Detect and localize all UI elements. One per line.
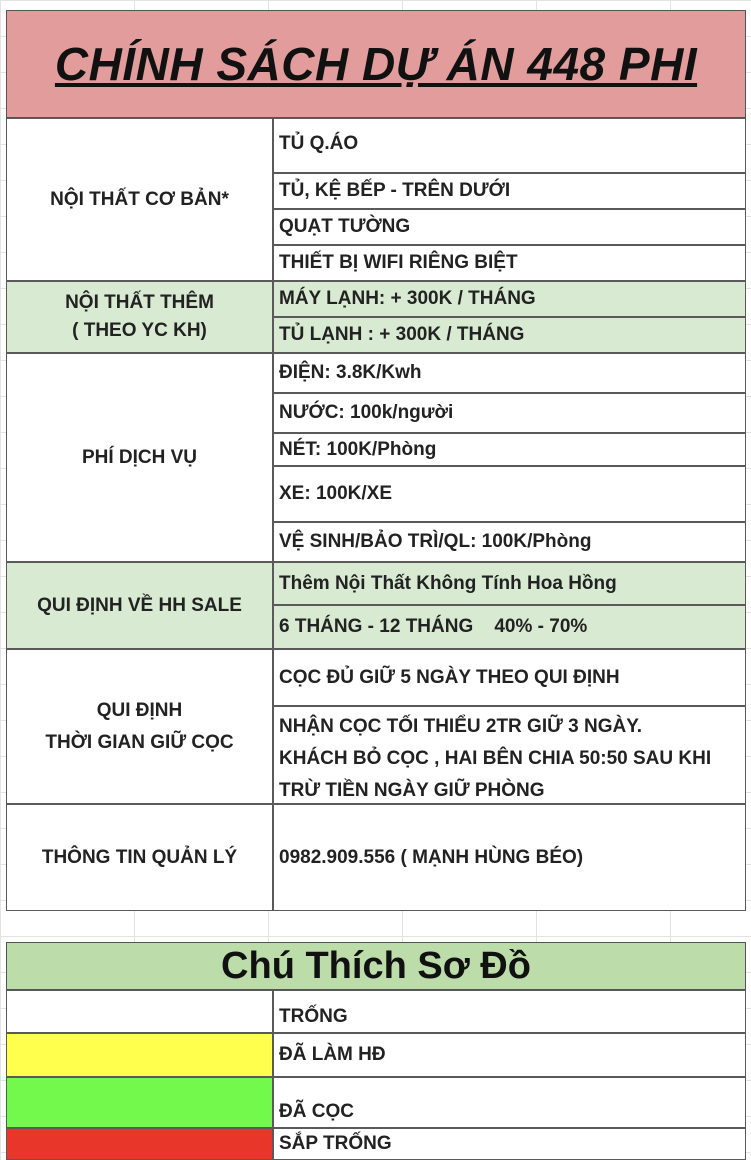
- title-banner: [6, 10, 746, 118]
- deposit-policy-item: CỌC ĐỦ GIỮ 5 NGÀY THEO QUI ĐỊNH: [273, 649, 746, 706]
- extra-furniture-label-line2: ( THEO YC KH): [72, 320, 207, 341]
- manager-info-label-text: THÔNG TIN QUẢN LÝ: [41, 846, 238, 868]
- basic-furniture-item: TỦ Q.ÁO: [273, 118, 746, 173]
- deposit-policy-line: KHÁCH BỎ CỌC , HAI BÊN CHIA 50:50 SAU KHI: [279, 748, 712, 769]
- basic-furniture-item: QUẠT TƯỜNG: [273, 209, 746, 245]
- sales-commission-item: 6 THÁNG - 12 THÁNG 40% - 70%: [273, 605, 746, 649]
- legend-swatch-contracted: [6, 1033, 273, 1077]
- legend-label-contracted: ĐÃ LÀM HĐ: [273, 1033, 746, 1077]
- extra-furniture-item: MÁY LẠNH: + 300K / THÁNG: [273, 281, 746, 317]
- legend-label-empty: TRỐNG: [273, 990, 746, 1033]
- extra-furniture-item: TỦ LẠNH : + 300K / THÁNG: [273, 317, 746, 353]
- deposit-policy-line: TRỪ TIỀN NGÀY GIỮ PHÒNG: [279, 780, 545, 801]
- service-fee-item: NƯỚC: 100k/người: [273, 393, 746, 433]
- service-fee-item: NÉT: 100K/Phòng: [273, 433, 746, 466]
- service-fees-label-text: PHÍ DỊCH VỤ: [81, 446, 198, 468]
- sales-commission-label: [6, 562, 273, 649]
- sales-commission-label-text: QUI ĐỊNH VỀ HH SALE: [37, 594, 242, 616]
- legend-title: Chú Thích Sơ Đồ: [221, 944, 531, 987]
- manager-phone: 0982.909.556 ( MẠNH HÙNG BÉO): [273, 804, 746, 911]
- deposit-policy-label: [6, 649, 273, 804]
- manager-info-label: [6, 804, 273, 911]
- page-title: CHÍNH SÁCH DỰ ÁN 448 PHI: [54, 38, 698, 90]
- legend-title-banner: [6, 942, 746, 990]
- legend-label-soon-vacant: SẮP TRỐNG: [273, 1128, 746, 1160]
- legend-swatch-empty: [6, 990, 273, 1033]
- legend-swatch-soon-vacant: [6, 1128, 273, 1160]
- service-fees-label: [6, 353, 273, 562]
- deposit-policy-line: NHẬN CỌC TỐI THIỂU 2TR GIỮ 3 NGÀY.: [279, 716, 643, 737]
- sales-commission-item: Thêm Nội Thất Không Tính Hoa Hồng: [273, 562, 746, 605]
- extra-furniture-label-line1: NỘI THẤT THÊM: [65, 292, 214, 313]
- service-fee-item: VỆ SINH/BẢO TRÌ/QL: 100K/Phòng: [273, 522, 746, 562]
- legend-label-deposited: ĐÃ CỌC: [273, 1077, 746, 1128]
- basic-furniture-item: TỦ, KỆ BẾP - TRÊN DƯỚI: [273, 173, 746, 209]
- deposit-policy-label-line1: QUI ĐỊNH: [96, 699, 183, 721]
- deposit-policy-item-multiline: [273, 706, 746, 804]
- deposit-policy-label-line2: THỜI GIAN GIỮ CỌC: [45, 731, 234, 753]
- basic-furniture-item: THIẾT BỊ WIFI RIÊNG BIỆT: [273, 245, 746, 281]
- basic-furniture-label: [6, 118, 273, 281]
- service-fee-item: XE: 100K/XE: [273, 466, 746, 522]
- service-fee-item: ĐIỆN: 3.8K/Kwh: [273, 353, 746, 393]
- basic-furniture-label-text: NỘI THẤT CƠ BẢN*: [50, 188, 229, 210]
- extra-furniture-label: [6, 281, 273, 353]
- legend-swatch-deposited: [6, 1077, 273, 1128]
